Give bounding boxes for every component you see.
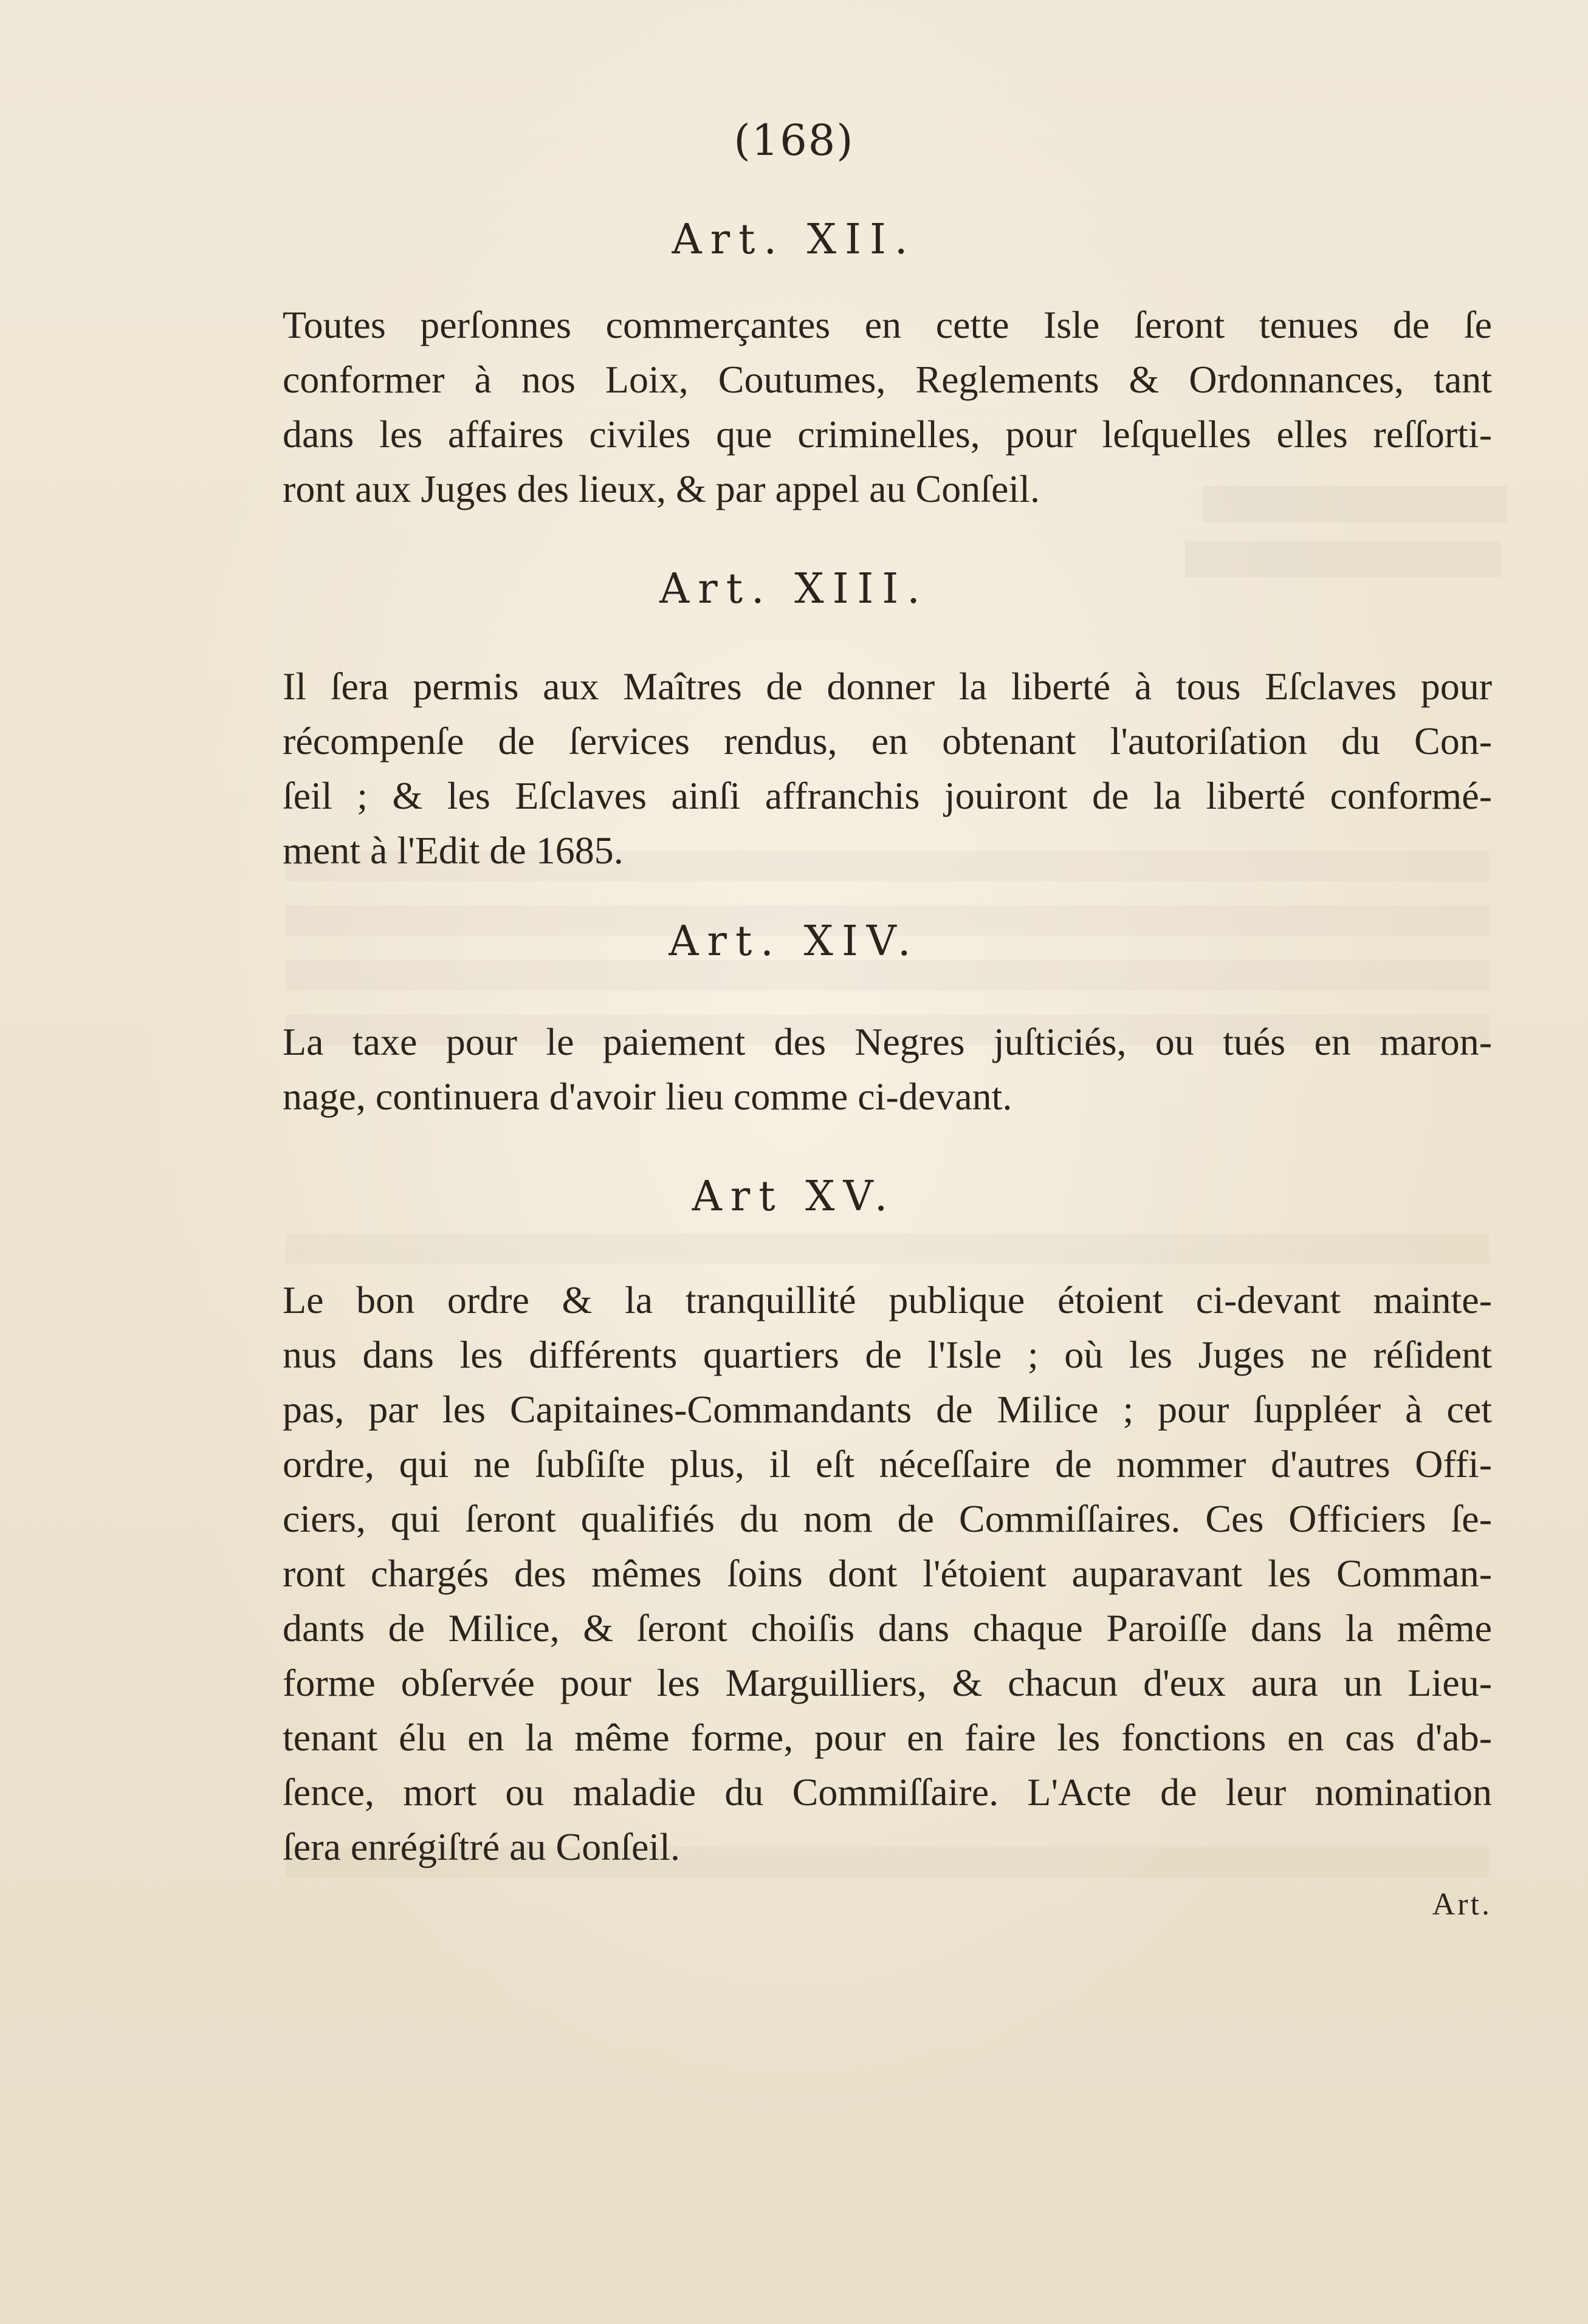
text-line: ordre, qui ne ſubſiſte plus, il eſt néceſſaire de nommer d'autres Offi- (283, 1442, 1492, 1486)
text-line: ront aux Juges des lieux, & par appel au Conſeil. (283, 467, 1040, 510)
article-heading: Art. XIII. (659, 565, 929, 613)
text-line: conformer à nos Loix, Coutumes, Reglements & Ordonnances, tant (283, 358, 1492, 401)
article-paragraph (283, 1273, 1492, 1874)
text-line: ſeil ; & les Eſclaves ainſi affranchis jouiront de la liberté conformé- (283, 774, 1492, 817)
text-line: nage, continuera d'avoir lieu comme ci-devant. (283, 1075, 1012, 1118)
text-line: ſera enrégiſtré au Conſeil. (283, 1825, 680, 1868)
catchword: Art. (1432, 1887, 1492, 1922)
text-line: nus dans les différents quartiers de l'Isle ; où les Juges ne réſident (283, 1333, 1492, 1376)
text-line: Le bon ordre & la tranquillité publique étoient ci-devant mainte- (283, 1278, 1492, 1321)
article-heading: Art. XIV. (669, 917, 919, 965)
text-line: pas, par les Capitaines-Commandants de Milice ; pour ſuppléer à cet (283, 1388, 1492, 1431)
article-heading: Art. XII. (672, 216, 916, 264)
text-line: récompenſe de ſervices rendus, en obtenant l'autoriſation du Con- (283, 719, 1492, 763)
show-through-texture (286, 1233, 1489, 1264)
text-line: La taxe pour le paiement des Negres juſticiés, ou tués en maron- (283, 1020, 1492, 1063)
text-line: ment à l'Edit de 1685. (283, 829, 624, 872)
text-line: tenant élu en la même forme, pour en faire les fonctions en cas d'ab- (283, 1716, 1492, 1759)
text-line: Il ſera permis aux Maîtres de donner la liberté à tous Eſclaves pour (283, 665, 1492, 708)
text-line: ciers, qui ſeront qualifiés du nom de Commiſſaires. Ces Officiers ſe- (283, 1497, 1492, 1540)
article-paragraph (283, 659, 1492, 878)
article-heading: Art XV. (692, 1173, 896, 1221)
article-paragraph (283, 1015, 1492, 1124)
text-line: dans les affaires civiles que criminelles, pour leſquelles elles reſſorti- (283, 413, 1492, 456)
text-line: ront chargés des mêmes ſoins dont l'étoient auparavant les Comman- (283, 1552, 1492, 1595)
article-paragraph (283, 298, 1492, 516)
text-line: forme obſervée pour les Marguilliers, & chacun d'eux aura un Lieu- (283, 1661, 1492, 1704)
page-number: (168) (734, 115, 854, 165)
text-line: ſence, mort ou maladie du Commiſſaire. L'Acte de leur nomination (283, 1770, 1492, 1814)
text-line: dants de Milice, & ſeront choiſis dans chaque Paroiſſe dans la même (283, 1606, 1492, 1650)
text-line: Toutes perſonnes commerçantes en cette Isle ſeront tenues de ſe (283, 303, 1492, 346)
